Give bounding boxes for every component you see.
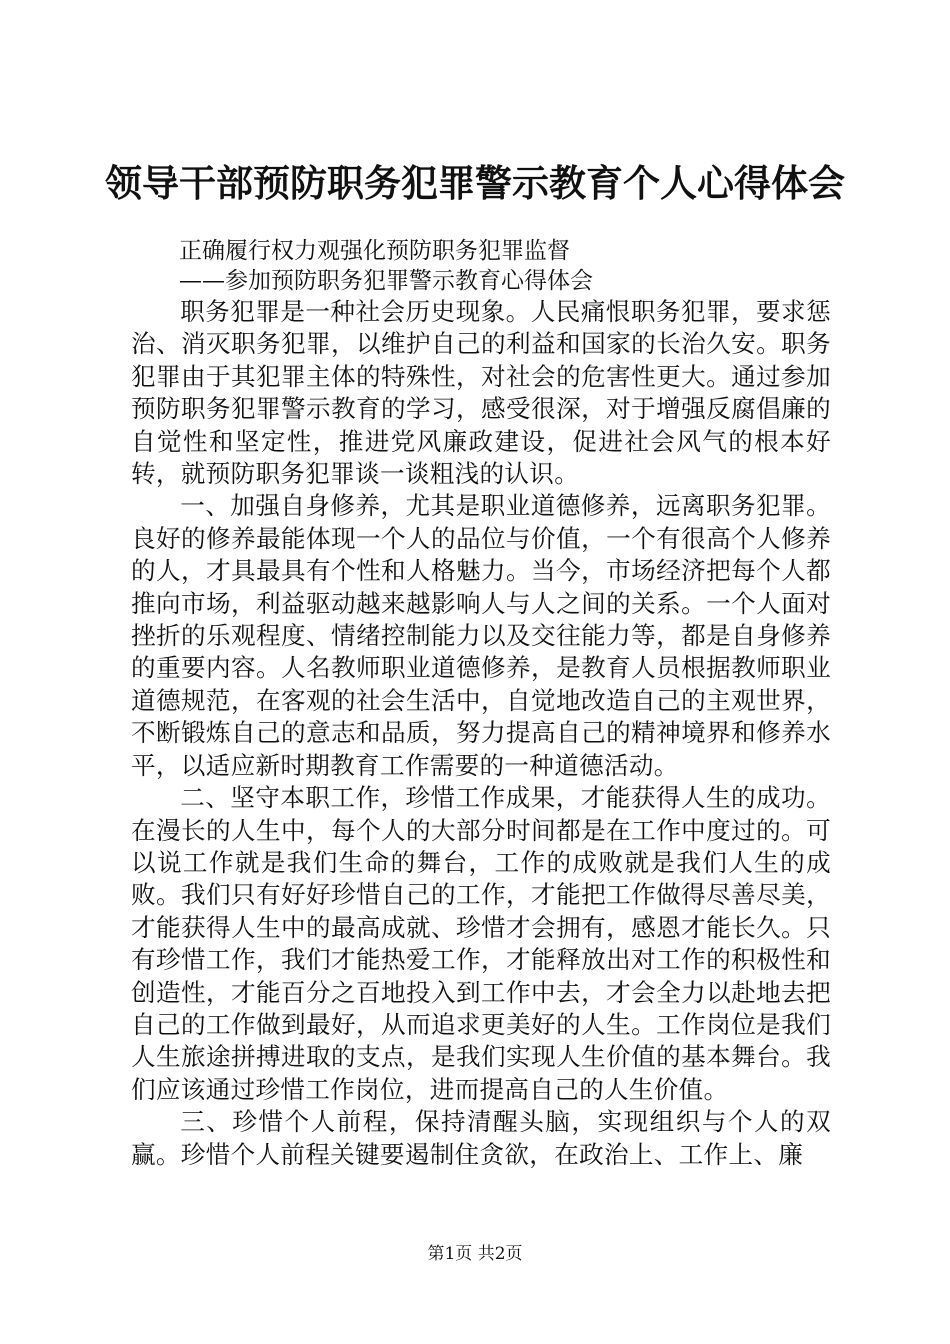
paragraph-section-2: 二、坚守本职工作，珍惜工作成果，才能获得人生的成功。在漫长的人生中，每个人的大部分时间都是在工作中度过的。可以说工作就是我们生命的舞台，工作的成败就是我们人生的成败。我们只有好好珍惜自己的工作，才能把工作做得尽善尽美，才能获得人生中的最高成就、珍惜才会拥有，感恩才能长久。只有珍惜工作，我们才能热爱工作，才能释放出对工作的积极性和创造性，才能百分之百地投入到工作中去，才会全力以赴地去把自己的工作做到最好，从而追求更美好的人生。工作岗位是我们人生旅途拼搏进取的支点，是我们实现人生价值的基本舞台。我们应该通过珍惜工作岗位，进而提高自己的人生价值。 xyxy=(131,783,831,1104)
document-body xyxy=(131,236,831,1171)
paragraph-section-3: 三、珍惜个人前程，保持清醒头脑，实现组织与个人的双赢。珍惜个人前程关键要遏制住贪欲，在政治上、工作上、廉 xyxy=(131,1107,831,1169)
subtitle-line-1: 正确履行权力观强化预防职务犯罪监督 xyxy=(179,238,570,264)
subtitle-line-2: ——参加预防职务犯罪警示教育心得体会 xyxy=(179,268,593,294)
paragraph-intro: 职务犯罪是一种社会历史现象。人民痛恨职务犯罪，要求惩治、消灭职务犯罪，以维护自己的利益和国家的长治久安。职务犯罪由于其犯罪主体的特殊性，对社会的危害性更大。通过参加预防职务犯罪警示教育的学习，感受很深，对于增强反腐倡廉的自觉性和坚定性，推进党风廉政建设，促进社会风气的根本好转，就预防职务犯罪谈一谈粗浅的认识。 xyxy=(131,297,831,489)
paragraph-section-1: 一、加强自身修养，尤其是职业道德修养，远离职务犯罪。良好的修养最能体现一个人的品位与价值，一个有很高个人修养的人，才具最具有个性和人格魅力。当今，市场经济把每个人都推向市场，利益驱动越来越影响人与人之间的关系。一个人面对挫折的乐观程度、情绪控制能力以及交往能力等，都是自身修养的重要内容。人名教师职业道德修养，是教育人员根据教师职业道德规范，在客观的社会生活中，自觉地改造自己的主观世界，不断锻炼自己的意志和品质，努力提高自己的精神境界和修养水平，以适应新时期教育工作需要的一种道德活动。 xyxy=(131,491,831,780)
document-title: 领导干部预防职务犯罪警示教育个人心得体会 xyxy=(105,161,845,205)
page-number-footer: 第1页 共2页 xyxy=(427,1244,523,1264)
